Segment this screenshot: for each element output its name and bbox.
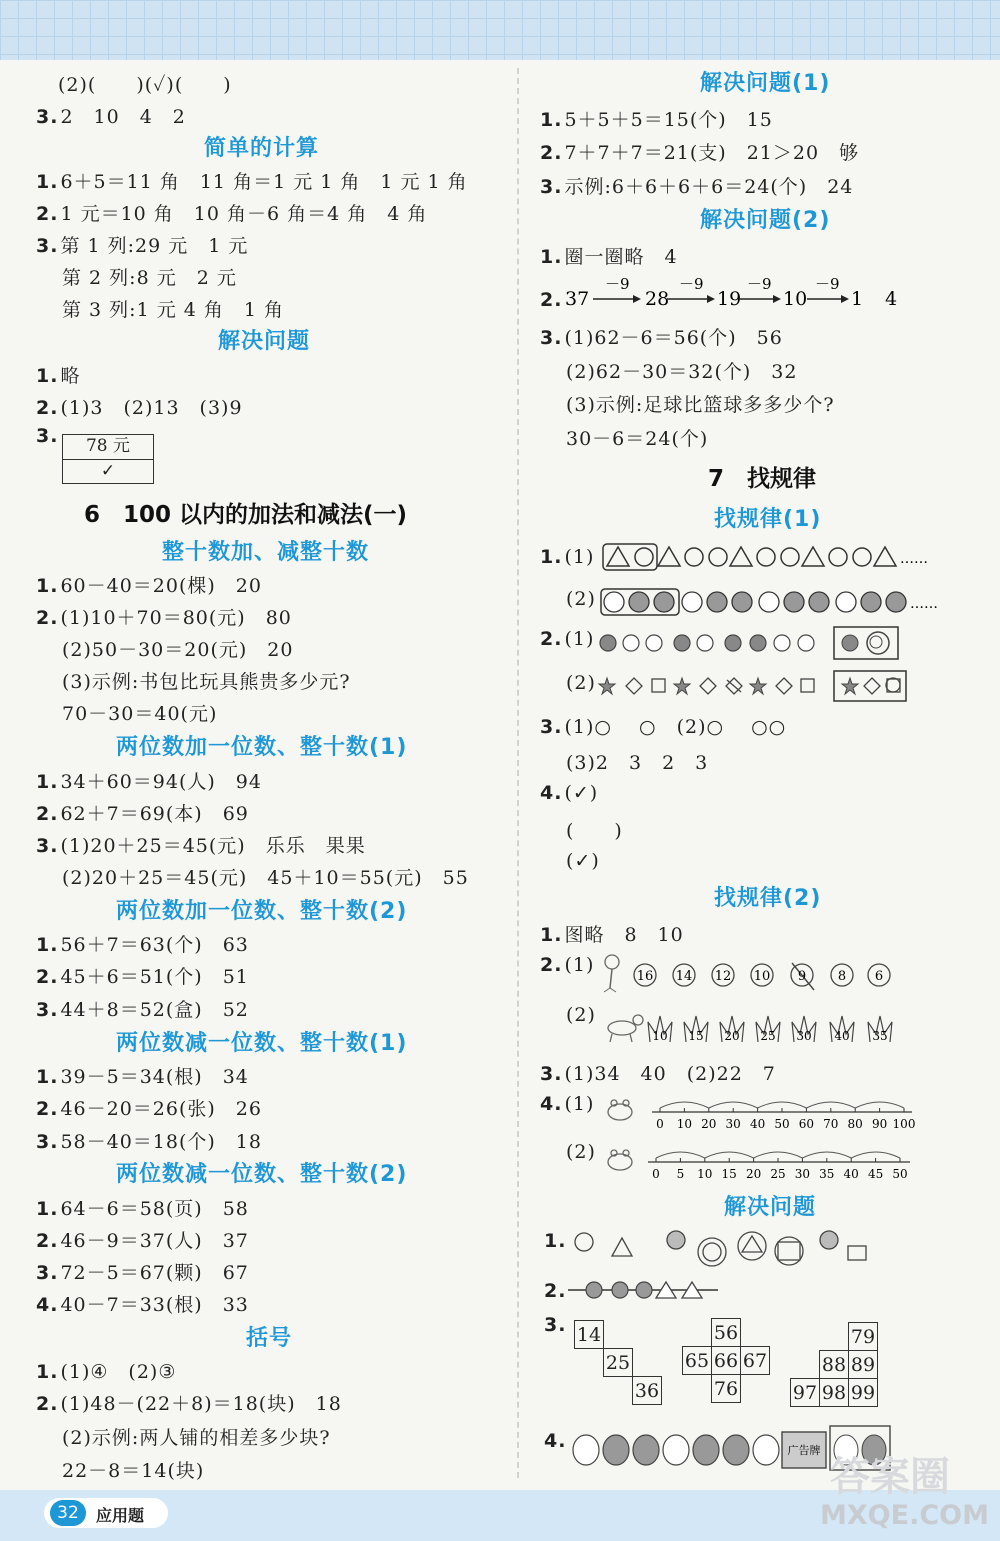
svg-text:－9: －9: [679, 275, 704, 293]
chain-number: 19: [717, 288, 742, 310]
answer-line: 3. 示例:6＋6＋6＋6＝24(个) 24: [540, 176, 854, 198]
answer-line: 第 2 列:8 元 2 元: [62, 267, 237, 289]
answer-line: 4. (✓): [540, 782, 599, 804]
tick-label: 50: [892, 1167, 908, 1181]
tick-label: 45: [867, 1167, 884, 1181]
chain-arrow: [807, 275, 849, 303]
page-label: 应用题: [96, 1506, 145, 1525]
jump-arc: [806, 1102, 855, 1108]
tick-label: 40: [843, 1167, 859, 1181]
answer-line: 4. (1): [540, 1093, 595, 1115]
svg-text:9: 9: [797, 969, 807, 984]
answer-line: 2. 45＋6＝51(个) 51: [36, 966, 249, 988]
jump-arc: [758, 1102, 807, 1108]
answer-line: (3)示例:书包比玩具熊贵多少元?: [62, 671, 351, 693]
watermark: MXQE.COM: [820, 1500, 989, 1531]
tick-label: 20: [745, 1167, 762, 1181]
answer-line: (3)2 3 2 3: [566, 752, 709, 774]
answer-line: 2. 1 元＝10 角 10 角－6 角＝4 角 4 角: [36, 203, 428, 225]
tick-label: 20: [701, 1117, 717, 1131]
answer-line: (2)示例:两人铺的相差多少块?: [62, 1427, 331, 1449]
svg-text:15: 15: [688, 1029, 704, 1043]
billboard-label: 广告牌: [787, 1444, 821, 1457]
tick-label: 10: [676, 1117, 693, 1131]
section-title: 括号: [246, 1326, 293, 1351]
answer-line: 3. (1)62－6＝56(个) 56: [540, 327, 783, 349]
answer-line: 3. 72－5＝67(颗) 67: [36, 1262, 249, 1284]
tick-label: 25: [770, 1167, 786, 1181]
chain-arrow: [667, 275, 715, 303]
answer-line: 3. 58－40＝18(个) 18: [36, 1131, 262, 1153]
number-grass-row: [598, 1004, 913, 1046]
jump-arc: [660, 1102, 709, 1108]
answer-line: (2)20＋25＝45(元) 45＋10＝55(元) 55: [62, 867, 469, 889]
svg-text:16: 16: [636, 969, 654, 984]
answer-line: (2): [566, 672, 596, 694]
chapter-title: 7 找规律: [708, 466, 817, 492]
price-answer-box: [62, 434, 154, 484]
answer-line: 1. 6＋5＝11 角 11 角＝1 元 1 角 1 元 1 角: [36, 171, 468, 193]
fruit-pattern-row: [598, 626, 903, 660]
answer-line: (2)62－30＝32(个) 32: [566, 361, 798, 383]
jump-arc: [754, 1152, 803, 1158]
svg-text:35: 35: [872, 1029, 888, 1043]
chain-number: 37: [565, 288, 590, 310]
top-grid-band: [0, 0, 1000, 60]
number-line-1: [604, 1094, 919, 1134]
svg-text:12: 12: [714, 969, 732, 984]
answer-line: (2): [566, 1141, 596, 1163]
number-grid-a: 14 25 36: [574, 1320, 662, 1405]
goat-icon: [608, 1015, 643, 1042]
solid-shapes-row: [572, 1226, 872, 1268]
answer-line: 2. (1)10＋70＝80(元) 80: [36, 607, 292, 629]
jump-arc: [802, 1152, 851, 1158]
svg-text:30: 30: [796, 1029, 812, 1043]
tick-label: 30: [794, 1167, 811, 1181]
section-title: 找规律(2): [714, 886, 822, 911]
price-value: 78 元: [63, 435, 153, 460]
answer-line: 1. 60－40＝20(棵) 20: [36, 575, 262, 597]
jump-arc: [656, 1152, 705, 1158]
answer-line: 第 3 列:1 元 4 角 1 角: [62, 299, 284, 321]
svg-text:14: 14: [675, 969, 693, 984]
answer-line: 2. (1)48－(22＋8)＝18(块) 18: [36, 1393, 342, 1415]
tick-label: 15: [721, 1167, 737, 1181]
answer-line: 3. (1)34 40 (2)22 7: [540, 1063, 776, 1085]
tick-label: 0: [652, 1167, 660, 1181]
answer-line: 1. 5＋5＋5＝15(个) 15: [540, 109, 773, 131]
chain-answer: 4: [885, 288, 898, 310]
answer-line: 4. 40－7＝33(根) 33: [36, 1294, 249, 1316]
svg-text:－9: －9: [747, 275, 772, 293]
svg-text:－9: －9: [605, 275, 630, 293]
answer-line: 1. 略: [36, 365, 81, 387]
jump-arc: [851, 1152, 900, 1158]
answer-line: 1. (1): [540, 546, 595, 568]
svg-text:10: 10: [753, 969, 771, 984]
jump-arc: [855, 1102, 904, 1108]
section-title: 解决问题: [218, 329, 311, 354]
answer-line: 30－6＝24(个): [566, 428, 709, 450]
answer-line: 3. 44＋8＝52(盒) 52: [36, 999, 249, 1021]
tick-label: 80: [847, 1117, 863, 1131]
section-title: 简单的计算: [204, 136, 320, 161]
number-grid-b: 56 65 66 67 76: [682, 1318, 770, 1403]
page-number: 32: [50, 1500, 86, 1526]
symbol-pattern-row: [598, 670, 908, 702]
question-number: 1.: [544, 1230, 567, 1252]
question-number: 4.: [544, 1430, 567, 1452]
answer-line: (✓): [566, 850, 600, 872]
tick-label: 5: [676, 1167, 685, 1181]
answer-line: 1. 图略 8 10: [540, 924, 684, 946]
answer-line: (2)( )(✓)( ): [58, 74, 232, 96]
subtraction-chain: [565, 272, 905, 312]
section-title: 找规律(1): [714, 507, 822, 532]
chapter-title: 6 100 以内的加法和减法(一): [84, 502, 408, 528]
svg-text:－9: －9: [815, 275, 840, 293]
tick-label: 40: [749, 1117, 766, 1131]
watermark-logo: 答案圈: [830, 1454, 950, 1500]
svg-text:6: 6: [874, 969, 884, 984]
answer-line: 2. (1): [540, 954, 595, 976]
tick-label: 0: [656, 1117, 664, 1131]
answer-line: 2. 46－9＝37(人) 37: [36, 1230, 249, 1252]
answer-line: 2. (1): [540, 628, 595, 650]
number-apple-row: [598, 950, 908, 994]
section-title: 两位数加一位数、整十数(2): [116, 899, 408, 924]
svg-text:……: ……: [900, 551, 928, 567]
answer-line: (2): [566, 1004, 596, 1026]
tick-label: 100: [892, 1117, 916, 1131]
svg-text:……: ……: [910, 596, 938, 612]
answer-line: ( ): [566, 820, 623, 842]
answer-line: 3.: [36, 425, 59, 447]
answer-line: 70－30＝40(元): [62, 703, 218, 725]
answer-line: 3. 2 10 4 2: [36, 106, 186, 128]
answer-line: 2.: [540, 289, 563, 311]
chain-number: 28: [645, 288, 670, 310]
section-title: 解决问题: [724, 1195, 817, 1220]
answer-line: 1. 圈一圈略 4: [540, 246, 678, 268]
svg-text:8: 8: [837, 969, 847, 984]
svg-text:10: 10: [652, 1029, 668, 1043]
answer-line: 3. 第 1 列:29 元 1 元: [36, 235, 249, 257]
section-title: 解决问题(2): [700, 208, 831, 233]
answer-line: (2): [566, 588, 596, 610]
chain-arrow: [739, 275, 781, 303]
answer-line: (2)50－30＝20(元) 20: [62, 639, 294, 661]
chain-arrow: [593, 275, 641, 303]
answer-line: 3. (1)20＋25＝45(元) 乐乐 果果: [36, 835, 366, 857]
answer-line: 1. 56＋7＝63(个) 63: [36, 934, 249, 956]
section-title: 两位数减一位数、整十数(1): [116, 1031, 408, 1056]
monkey-icon: [604, 955, 619, 992]
answer-line: 1. 64－6＝58(页) 58: [36, 1198, 249, 1220]
tick-label: 10: [697, 1167, 713, 1181]
bead-sequence: [568, 1278, 728, 1302]
answer-line: 2. (1)3 (2)13 (3)9: [36, 397, 243, 419]
tick-label: 60: [798, 1117, 815, 1131]
frog-icon: [608, 1150, 632, 1170]
answer-line: 1. (1)④ (2)③: [36, 1361, 177, 1383]
svg-text:20: 20: [724, 1029, 740, 1043]
shape-pattern-row-1: [602, 543, 942, 571]
answer-line: 1. 39－5＝34(根) 34: [36, 1066, 249, 1088]
tick-label: 30: [725, 1117, 741, 1131]
circle-pattern-row-2: [600, 588, 945, 616]
question-number: 2.: [544, 1280, 567, 1302]
question-number: 3.: [544, 1314, 567, 1336]
section-title: 两位数加一位数、整十数(1): [116, 735, 408, 760]
answer-line: 2. 7＋7＋7＝21(支) 21＞20 够: [540, 142, 860, 164]
chain-number: 10: [783, 288, 808, 310]
chain-number: 1: [851, 288, 864, 310]
section-title: 解决问题(1): [700, 71, 831, 96]
section-title: 整十数加、减整十数: [162, 540, 370, 565]
column-divider: [517, 68, 519, 1478]
tick-label: 90: [871, 1117, 888, 1131]
tick-label: 70: [823, 1117, 839, 1131]
svg-text:25: 25: [760, 1029, 776, 1043]
answer-line: 2. 62＋7＝69(本) 69: [36, 803, 249, 825]
answer-line: 1. 34＋60＝94(人) 94: [36, 771, 262, 793]
number-grid-c: 79 88 89 97 98 99: [790, 1322, 878, 1407]
answer-line: (3)示例:足球比篮球多多少个?: [566, 394, 835, 416]
jump-arc: [709, 1102, 758, 1108]
answer-line: 2. 46－20＝26(张) 26: [36, 1098, 262, 1120]
answer-line: 3. (1)○ ○ (2)○ ○○: [540, 716, 787, 738]
check-mark-icon: ✓: [100, 461, 116, 481]
tick-label: 50: [774, 1117, 790, 1131]
frog-icon: [608, 1100, 632, 1120]
section-title: 两位数减一位数、整十数(2): [116, 1162, 408, 1187]
svg-text:40: 40: [834, 1029, 850, 1043]
tick-label: 35: [819, 1167, 835, 1181]
answer-line: 22－8＝14(块): [62, 1460, 205, 1482]
jump-arc: [705, 1152, 754, 1158]
number-line-2: [604, 1144, 919, 1184]
